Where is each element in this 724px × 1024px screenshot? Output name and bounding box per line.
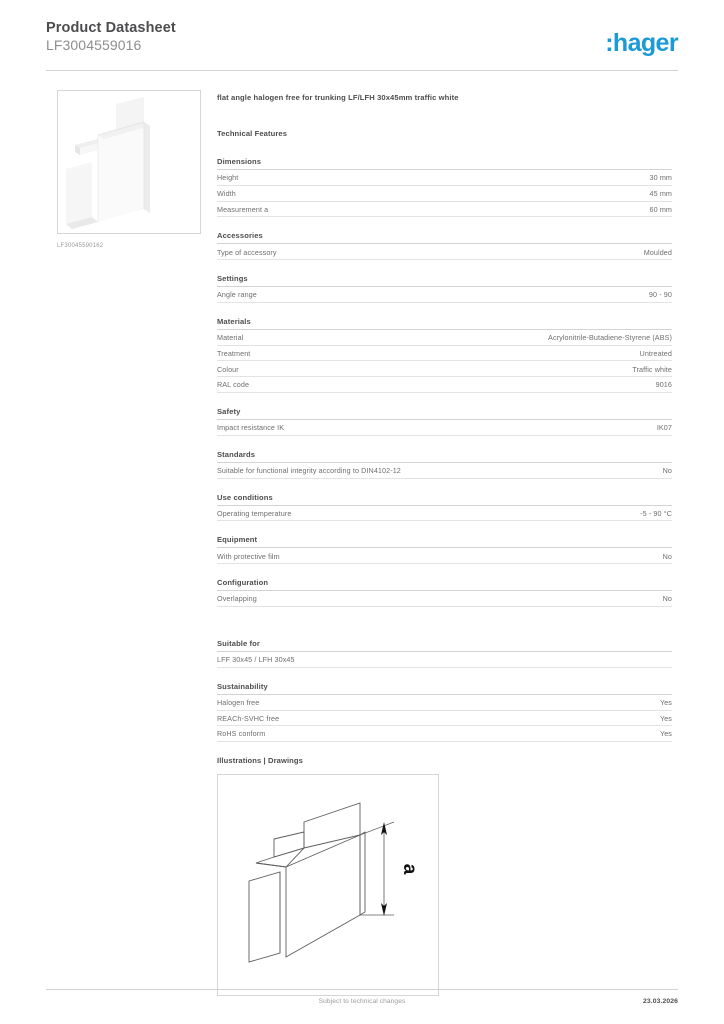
spec-label: Treatment: [217, 348, 251, 358]
section-title: Dimensions: [217, 157, 672, 170]
page-title: Product Datasheet: [46, 20, 176, 36]
spec-label: Operating temperature: [217, 508, 292, 518]
spec-value: Yes: [659, 729, 672, 739]
spec-group-equipment: [217, 535, 672, 564]
spec-label: RAL code: [217, 380, 250, 390]
section-title: Standards: [217, 450, 672, 463]
table-row: [217, 726, 672, 742]
spec-label: RoHS conform: [217, 729, 266, 739]
spec-value: Yes: [659, 713, 672, 723]
page-footer: [46, 998, 678, 1012]
spec-value: 90 - 90: [648, 290, 672, 300]
spec-label: Impact resistance IK: [217, 423, 285, 433]
spec-value: 30 mm: [649, 173, 672, 183]
footer-date: 23.03.2026: [642, 998, 678, 1005]
technical-drawing: [217, 774, 439, 996]
spec-value: Moulded: [643, 247, 672, 257]
section-title: Configuration: [217, 578, 672, 591]
spec-label: Measurement a: [217, 204, 269, 214]
section-title: Safety: [217, 407, 672, 420]
spec-group-safety: [217, 407, 672, 436]
spec-label: Colour: [217, 364, 239, 374]
spec-group-settings: [217, 274, 672, 303]
spec-value: Untreated: [639, 348, 672, 358]
spec-group-use-conditions: [217, 493, 672, 522]
spec-label: Suitable for functional integrity according to DIN4102-12: [217, 466, 401, 475]
section-title: Use conditions: [217, 493, 672, 506]
spec-group-sustainability: [217, 682, 672, 742]
section-title: Accessories: [217, 231, 672, 244]
technical-drawing-graphic: [218, 775, 438, 995]
spec-value: Traffic white: [632, 364, 672, 374]
section-title: Settings: [217, 274, 672, 287]
table-row: [217, 506, 672, 522]
table-row: [217, 346, 672, 362]
illustrations-heading: Illustrations | Drawings: [217, 756, 303, 766]
spec-label: Material: [217, 333, 244, 343]
spec-group-materials: [217, 317, 672, 393]
spec-group-configuration: [217, 578, 672, 607]
spec-value: No: [662, 594, 672, 604]
spec-value: No: [662, 466, 672, 475]
product-image-caption: LF30045590162: [57, 243, 104, 249]
spec-value: No: [662, 551, 672, 561]
spec-group-accessories: [217, 231, 672, 260]
spec-label: With protective film: [217, 551, 280, 561]
table-row: [217, 695, 672, 711]
spec-value: 45 mm: [649, 188, 672, 198]
section-title: Suitable for: [217, 639, 672, 652]
spec-label: Halogen free: [217, 697, 260, 707]
table-row: [217, 361, 672, 377]
table-row: [217, 711, 672, 727]
hager-logo: :hager: [605, 29, 678, 57]
dimension-label: a: [399, 863, 420, 875]
footer-note: Subject to technical changes: [318, 998, 406, 1005]
spec-label: LFF 30x45 / LFH 30x45: [217, 655, 295, 665]
spec-label: Width: [217, 188, 236, 198]
section-title: Materials: [217, 317, 672, 330]
table-row: [217, 652, 672, 668]
technical-features-heading: Technical Features: [217, 129, 288, 138]
spec-value: Acrylonitrile-Butadiene-Styrene (ABS): [548, 333, 672, 343]
table-row: [217, 287, 672, 303]
spec-label: REACh-SVHC free: [217, 713, 280, 723]
spec-value: IK07: [656, 423, 672, 433]
footer-divider: [46, 989, 678, 990]
spec-group-suitable-for: [217, 639, 672, 668]
table-row: [217, 330, 672, 346]
product-reference: LF3004559016: [46, 37, 142, 53]
spec-label: Height: [217, 173, 239, 183]
specifications-column: [217, 93, 672, 996]
table-row: [217, 186, 672, 202]
table-row: [217, 420, 672, 436]
product-description: flat angle halogen free for trunking LF/LFH 30x45mm traffic white: [217, 93, 459, 102]
page-header: [46, 20, 678, 70]
spec-group-standards: [217, 450, 672, 479]
header-divider: [46, 70, 678, 71]
header-titles: [46, 20, 176, 54]
product-photo-graphic: [58, 91, 200, 233]
table-row: [217, 170, 672, 186]
product-image: [57, 90, 201, 234]
spec-value: 60 mm: [649, 204, 672, 214]
table-row: [217, 548, 672, 564]
spec-group-dimensions: [217, 157, 672, 217]
spec-label: Type of accessory: [217, 247, 277, 257]
spec-value: Yes: [659, 697, 672, 707]
spec-value: 9016: [655, 380, 672, 390]
section-title: Sustainability: [217, 682, 672, 695]
spec-label: Overlapping: [217, 594, 257, 604]
spec-label: Angle range: [217, 290, 257, 300]
table-row: [217, 591, 672, 607]
table-row: [217, 463, 672, 479]
table-row: [217, 377, 672, 393]
table-row: [217, 244, 672, 260]
spec-value: -5 - 90 °C: [640, 508, 672, 518]
table-row: [217, 202, 672, 218]
section-title: Equipment: [217, 535, 672, 548]
